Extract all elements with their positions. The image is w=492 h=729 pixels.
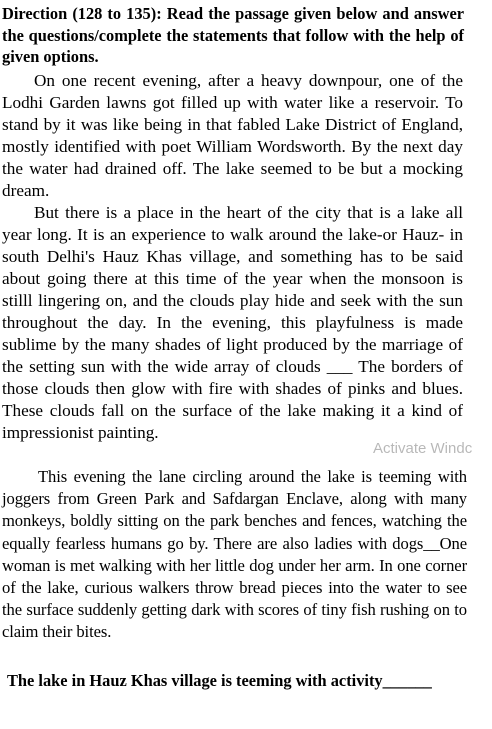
question-statement: The lake in Hauz Khas village is teeming with activity______ [7,671,432,690]
passage-paragraph-2: But there is a place in the heart of the city that is a lake all year long. It is an experience to walk around the lake-or Hauz- in south Delhi's Hauz Khas village, and something has to be said about going there at this time of the year when the monsoon is stilll lingering on, and the clouds play hide and seek with the sun throughout the day. In the evening, this playfulness is made sublime by the many shades of light produced by the marriage of the setting sun with the wide array of clouds ___ The borders of those clouds then glow with fire with shades of pinks and blues. These clouds fall on the surface of the lake making it a kind of impressionist painting. [2,203,463,442]
activate-windows-watermark: Activate Windc [373,440,473,457]
passage-paragraph-3: This evening the lane circling around the lake is teeming with joggers from Green Park and Safdargan Enclave, along with many monkeys, boldly sitting on the park benches and fences, watching the equally fearless humans go by. There are also ladies with dogs__One woman is met walking with her little dog under her arm. In one corner of the lake, curious walkers throw bread pieces into the water to see the surface suddenly getting dark with scores of tiny fish rushing on to claim their bites. [2,467,467,642]
direction-heading: Direction (128 to 135): Read the passage given below and answer the questions/complete the statements that follow with the help of given options. [2,4,464,66]
passage-paragraph-1: On one recent evening, after a heavy downpour, one of the Lodhi Garden lawns got filled up with water like a reservoir. To stand by it was like being in that fabled Lake District of England, mostly identified with poet William Wordsworth. By the next day the water had drained off. The lake seemed to be but a mocking dream. [2,71,463,200]
